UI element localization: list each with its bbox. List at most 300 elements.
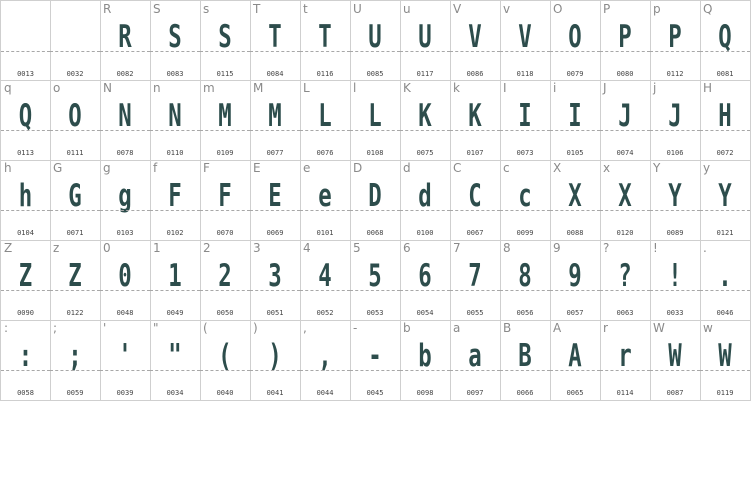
baseline-guide xyxy=(350,290,400,291)
glyph-cell xyxy=(700,80,751,161)
glyph-sample: : xyxy=(18,338,33,374)
character-label: H xyxy=(703,81,713,95)
char-code: 0040 xyxy=(216,389,234,397)
glyph-sample: C xyxy=(468,178,482,214)
glyph-sample: O xyxy=(568,19,582,55)
character-label: P xyxy=(603,2,611,16)
glyph-cell xyxy=(50,160,101,241)
character-label: 1 xyxy=(153,241,161,255)
character-label: 7 xyxy=(453,241,461,255)
baseline-guide xyxy=(300,130,350,131)
character-label: T xyxy=(253,2,261,16)
glyph-sample: 8 xyxy=(518,258,532,294)
character-label: B xyxy=(503,321,512,335)
glyph-cell xyxy=(400,0,451,81)
baseline-guide xyxy=(300,51,350,52)
character-label: : xyxy=(4,321,9,335)
glyph-cell xyxy=(0,0,51,81)
glyph-sample: F xyxy=(218,178,232,214)
baseline-guide xyxy=(200,210,250,211)
glyph-sample: c xyxy=(518,178,532,214)
baseline-guide xyxy=(50,130,100,131)
glyph-sample: A xyxy=(568,338,582,374)
glyph-sample: J xyxy=(618,98,632,134)
baseline-guide xyxy=(150,290,200,291)
char-code: 0049 xyxy=(166,309,184,317)
baseline-guide xyxy=(400,51,450,52)
baseline-guide xyxy=(600,130,650,131)
char-code: 0033 xyxy=(666,309,684,317)
character-label: L xyxy=(303,81,310,95)
glyph-sample: S xyxy=(218,19,232,55)
glyph-cell xyxy=(650,0,701,81)
character-label: 5 xyxy=(353,241,361,255)
character-label: A xyxy=(553,321,562,335)
baseline-guide xyxy=(450,210,500,211)
glyph-sample: a xyxy=(468,338,482,374)
baseline-guide xyxy=(550,290,600,291)
glyph-cell xyxy=(250,80,301,161)
baseline-guide xyxy=(250,51,300,52)
character-label: f xyxy=(153,161,158,175)
character-label: u xyxy=(403,2,411,16)
char-code: 0104 xyxy=(17,229,34,237)
character-label: i xyxy=(553,81,557,95)
baseline-guide xyxy=(450,130,500,131)
baseline-guide xyxy=(100,130,150,131)
character-label: Q xyxy=(703,2,713,16)
character-label: F xyxy=(203,161,210,175)
char-code: 0108 xyxy=(366,149,384,157)
baseline-guide xyxy=(250,290,300,291)
baseline-guide xyxy=(150,51,200,52)
glyph-cell xyxy=(350,320,401,401)
baseline-guide xyxy=(700,370,750,371)
character-label: W xyxy=(653,321,665,335)
character-label: ( xyxy=(203,321,208,335)
glyph-cell xyxy=(400,80,451,161)
char-code: 0090 xyxy=(17,309,34,317)
glyph-cell xyxy=(50,0,101,81)
char-code: 0098 xyxy=(416,389,434,397)
glyph-sample: 2 xyxy=(218,258,232,294)
glyph-sample: H xyxy=(718,98,732,134)
glyph-cell xyxy=(500,80,551,161)
character-label: 4 xyxy=(303,241,311,255)
baseline-guide xyxy=(1,370,50,371)
char-code: 0068 xyxy=(366,229,384,237)
glyph-sample: ? xyxy=(618,258,632,294)
char-code: 0032 xyxy=(66,70,84,78)
baseline-guide xyxy=(100,370,150,371)
baseline-guide xyxy=(250,370,300,371)
glyph-sample: 6 xyxy=(418,258,432,294)
glyph-sample: Z xyxy=(18,258,33,294)
baseline-guide xyxy=(550,210,600,211)
glyph-sample: W xyxy=(718,338,732,374)
glyph-sample: D xyxy=(368,178,382,214)
character-label: J xyxy=(603,81,607,95)
glyph-sample: h xyxy=(18,178,33,214)
character-label: l xyxy=(353,81,357,95)
character-label: - xyxy=(353,321,358,335)
character-label: M xyxy=(253,81,264,95)
baseline-guide xyxy=(350,130,400,131)
glyph-cell xyxy=(150,80,201,161)
glyph-sample: L xyxy=(368,98,382,134)
glyph-sample: I xyxy=(568,98,582,134)
character-label: o xyxy=(53,81,61,95)
baseline-guide xyxy=(650,370,700,371)
glyph-sample: I xyxy=(518,98,532,134)
glyph-cell xyxy=(300,320,351,401)
character-label: G xyxy=(53,161,63,175)
glyph-cell xyxy=(50,80,101,161)
glyph-cell xyxy=(100,320,151,401)
glyph-cell xyxy=(550,80,601,161)
glyph-sample: r xyxy=(618,338,632,374)
glyph-sample: ' xyxy=(118,338,132,374)
baseline-guide xyxy=(650,130,700,131)
character-label: 2 xyxy=(203,241,211,255)
baseline-guide xyxy=(600,210,650,211)
baseline-guide xyxy=(400,210,450,211)
baseline-guide xyxy=(500,290,550,291)
baseline-guide xyxy=(700,130,750,131)
glyph-cell xyxy=(200,240,251,321)
char-code: 0034 xyxy=(166,389,184,397)
character-label: m xyxy=(203,81,215,95)
glyph-cell xyxy=(650,320,701,401)
char-code: 0081 xyxy=(716,70,734,78)
glyph-sample: ! xyxy=(668,258,682,294)
char-code: 0117 xyxy=(416,70,434,78)
glyph-sample: T xyxy=(318,19,332,55)
char-code: 0084 xyxy=(266,70,284,78)
glyph-sample: 9 xyxy=(568,258,582,294)
glyph-sample: N xyxy=(168,98,182,134)
glyph-cell xyxy=(600,0,651,81)
glyph-cell xyxy=(650,160,701,241)
baseline-guide xyxy=(400,130,450,131)
character-label: U xyxy=(353,2,362,16)
character-label: V xyxy=(453,2,462,16)
char-code: 0080 xyxy=(616,70,634,78)
baseline-guide xyxy=(1,210,50,211)
baseline-guide xyxy=(1,290,50,291)
character-label: Z xyxy=(4,241,13,255)
character-label: N xyxy=(103,81,112,95)
glyph-cell xyxy=(700,320,751,401)
character-label: t xyxy=(303,2,308,16)
baseline-guide xyxy=(150,210,200,211)
char-code: 0054 xyxy=(416,309,434,317)
glyph-cell xyxy=(650,240,701,321)
glyph-sample: R xyxy=(118,19,132,55)
glyph-sample: X xyxy=(618,178,632,214)
baseline-guide xyxy=(50,210,100,211)
glyph-cell xyxy=(200,160,251,241)
character-label: E xyxy=(253,161,261,175)
baseline-guide xyxy=(200,290,250,291)
baseline-guide xyxy=(550,130,600,131)
glyph-sample: J xyxy=(668,98,682,134)
glyph-cell xyxy=(250,320,301,401)
char-code: 0063 xyxy=(616,309,634,317)
glyph-cell xyxy=(450,320,501,401)
baseline-guide xyxy=(600,290,650,291)
character-label: r xyxy=(603,321,608,335)
glyph-cell xyxy=(0,320,51,401)
glyph-cell xyxy=(300,80,351,161)
baseline-guide xyxy=(600,51,650,52)
char-code: 0070 xyxy=(216,229,234,237)
char-code: 0112 xyxy=(666,70,684,78)
glyph-sample: Z xyxy=(68,258,82,294)
char-code: 0085 xyxy=(366,70,384,78)
character-label: 9 xyxy=(553,241,561,255)
glyph-cell xyxy=(400,160,451,241)
glyph-sample: b xyxy=(418,338,432,374)
character-label: X xyxy=(553,161,562,175)
glyph-cell xyxy=(500,160,551,241)
char-code: 0066 xyxy=(516,389,534,397)
baseline-guide xyxy=(350,210,400,211)
char-code: 0045 xyxy=(366,389,384,397)
char-code: 0048 xyxy=(116,309,134,317)
glyph-cell xyxy=(300,0,351,81)
glyph-sample: d xyxy=(418,178,432,214)
char-code: 0103 xyxy=(116,229,134,237)
baseline-guide xyxy=(350,370,400,371)
character-label: S xyxy=(153,2,161,16)
character-label: I xyxy=(503,81,507,95)
glyph-cell xyxy=(500,320,551,401)
baseline-guide xyxy=(200,370,250,371)
char-code: 0110 xyxy=(166,149,184,157)
baseline-guide xyxy=(700,51,750,52)
character-label: C xyxy=(453,161,462,175)
glyph-cell xyxy=(50,240,101,321)
character-label: y xyxy=(703,161,711,175)
glyph-sample: Q xyxy=(718,19,732,55)
glyph-sample: 1 xyxy=(168,258,182,294)
glyph-cell xyxy=(650,80,701,161)
char-code: 0053 xyxy=(366,309,384,317)
char-code: 0050 xyxy=(216,309,234,317)
baseline-guide xyxy=(550,51,600,52)
glyph-cell xyxy=(300,240,351,321)
character-label: h xyxy=(4,161,12,175)
glyph-cell xyxy=(200,320,251,401)
glyph-sample: Y xyxy=(718,178,732,214)
glyph-sample: B xyxy=(518,338,532,374)
character-label: q xyxy=(4,81,12,95)
glyph-cell xyxy=(450,0,501,81)
char-code: 0079 xyxy=(566,70,584,78)
char-code: 0116 xyxy=(316,70,334,78)
glyph-sample: M xyxy=(218,98,232,134)
baseline-guide xyxy=(700,290,750,291)
glyph-sample: T xyxy=(268,19,282,55)
character-label: e xyxy=(303,161,311,175)
glyph-cell xyxy=(200,80,251,161)
glyph-cell xyxy=(700,240,751,321)
baseline-guide xyxy=(550,370,600,371)
baseline-guide xyxy=(300,290,350,291)
glyph-sample: 7 xyxy=(468,258,482,294)
char-code: 0119 xyxy=(716,389,734,397)
char-code: 0083 xyxy=(166,70,184,78)
baseline-guide xyxy=(450,290,500,291)
glyph-sample: 5 xyxy=(368,258,382,294)
baseline-guide xyxy=(50,51,100,52)
glyph-cell xyxy=(550,160,601,241)
character-label: . xyxy=(703,241,707,255)
baseline-guide xyxy=(350,51,400,52)
glyph-cell xyxy=(400,320,451,401)
glyph-cell xyxy=(350,160,401,241)
baseline-guide xyxy=(200,51,250,52)
char-code: 0069 xyxy=(266,229,284,237)
baseline-guide xyxy=(450,51,500,52)
baseline-guide xyxy=(500,210,550,211)
glyph-cell xyxy=(450,80,501,161)
character-label: g xyxy=(103,161,111,175)
char-code: 0077 xyxy=(266,149,284,157)
char-code: 0067 xyxy=(466,229,484,237)
glyph-cell xyxy=(150,0,201,81)
character-label: c xyxy=(503,161,510,175)
character-label: ; xyxy=(53,321,58,335)
glyph-sample: ) xyxy=(268,338,282,374)
char-code: 0121 xyxy=(716,229,734,237)
baseline-guide xyxy=(50,370,100,371)
char-code: 0039 xyxy=(116,389,134,397)
char-code: 0107 xyxy=(466,149,484,157)
character-label: , xyxy=(303,321,307,335)
glyph-cell xyxy=(550,0,601,81)
char-code: 0065 xyxy=(566,389,584,397)
glyph-cell xyxy=(100,0,151,81)
glyph-sample: O xyxy=(68,98,82,134)
baseline-guide xyxy=(650,51,700,52)
char-code: 0097 xyxy=(466,389,484,397)
glyph-sample: P xyxy=(668,19,682,55)
char-code: 0055 xyxy=(466,309,484,317)
char-code: 0057 xyxy=(566,309,584,317)
glyph-cell xyxy=(100,80,151,161)
character-label: 3 xyxy=(253,241,261,255)
baseline-guide xyxy=(300,210,350,211)
character-label: b xyxy=(403,321,411,335)
glyph-cell xyxy=(100,240,151,321)
glyph-cell xyxy=(200,0,251,81)
character-label: p xyxy=(653,2,661,16)
character-label: v xyxy=(503,2,511,16)
glyph-cell xyxy=(550,320,601,401)
glyph-sample: X xyxy=(568,178,582,214)
char-code: 0075 xyxy=(416,149,434,157)
character-label: ' xyxy=(103,321,107,335)
glyph-cell xyxy=(150,240,201,321)
char-code: 0058 xyxy=(17,389,34,397)
char-code: 0102 xyxy=(166,229,184,237)
character-label: O xyxy=(553,2,563,16)
glyph-sample: M xyxy=(268,98,282,134)
glyph-sample: ; xyxy=(68,338,82,374)
baseline-guide xyxy=(500,51,550,52)
glyph-cell xyxy=(600,320,651,401)
baseline-guide xyxy=(150,370,200,371)
glyph-cell xyxy=(600,160,651,241)
glyph-cell xyxy=(150,320,201,401)
character-label: ! xyxy=(653,241,658,255)
char-code: 0086 xyxy=(466,70,484,78)
char-code: 0101 xyxy=(316,229,334,237)
char-code: 0073 xyxy=(516,149,534,157)
glyph-cell xyxy=(0,160,51,241)
glyph-sample: Y xyxy=(668,178,682,214)
baseline-guide xyxy=(250,130,300,131)
glyph-cell xyxy=(50,320,101,401)
char-code: 0100 xyxy=(416,229,434,237)
glyph-cell xyxy=(300,160,351,241)
character-label: R xyxy=(103,2,112,16)
baseline-guide xyxy=(500,370,550,371)
char-code: 0056 xyxy=(516,309,534,317)
char-code: 0059 xyxy=(66,389,84,397)
glyph-sample: g xyxy=(118,178,132,214)
baseline-guide xyxy=(100,290,150,291)
baseline-guide xyxy=(300,370,350,371)
char-code: 0115 xyxy=(216,70,234,78)
char-code: 0087 xyxy=(666,389,684,397)
baseline-guide xyxy=(200,130,250,131)
char-code: 0113 xyxy=(17,149,34,157)
glyph-sample: " xyxy=(168,338,182,374)
char-code: 0114 xyxy=(616,389,634,397)
glyph-sample: Q xyxy=(18,98,33,134)
baseline-guide xyxy=(400,370,450,371)
glyph-cell xyxy=(0,80,51,161)
character-label: K xyxy=(403,81,411,95)
char-code: 0076 xyxy=(316,149,334,157)
char-code: 0072 xyxy=(716,149,734,157)
baseline-guide xyxy=(100,210,150,211)
baseline-guide xyxy=(100,51,150,52)
glyph-cell xyxy=(500,240,551,321)
baseline-guide xyxy=(650,210,700,211)
glyph-sample: 0 xyxy=(118,258,132,294)
glyph-sample: , xyxy=(318,338,332,374)
glyph-sample: N xyxy=(118,98,132,134)
character-label: ) xyxy=(253,321,258,335)
glyph-cell xyxy=(450,240,501,321)
glyph-sample: E xyxy=(268,178,282,214)
glyph-cell xyxy=(600,240,651,321)
glyph-cell xyxy=(700,0,751,81)
char-code: 0046 xyxy=(716,309,734,317)
glyph-sample: K xyxy=(468,98,482,134)
glyph-cell xyxy=(600,80,651,161)
glyph-sample: - xyxy=(368,338,382,374)
glyph-sample: U xyxy=(368,19,382,55)
baseline-guide xyxy=(450,370,500,371)
glyph-sample: V xyxy=(468,19,482,55)
character-label: w xyxy=(703,321,713,335)
baseline-guide xyxy=(1,130,50,131)
